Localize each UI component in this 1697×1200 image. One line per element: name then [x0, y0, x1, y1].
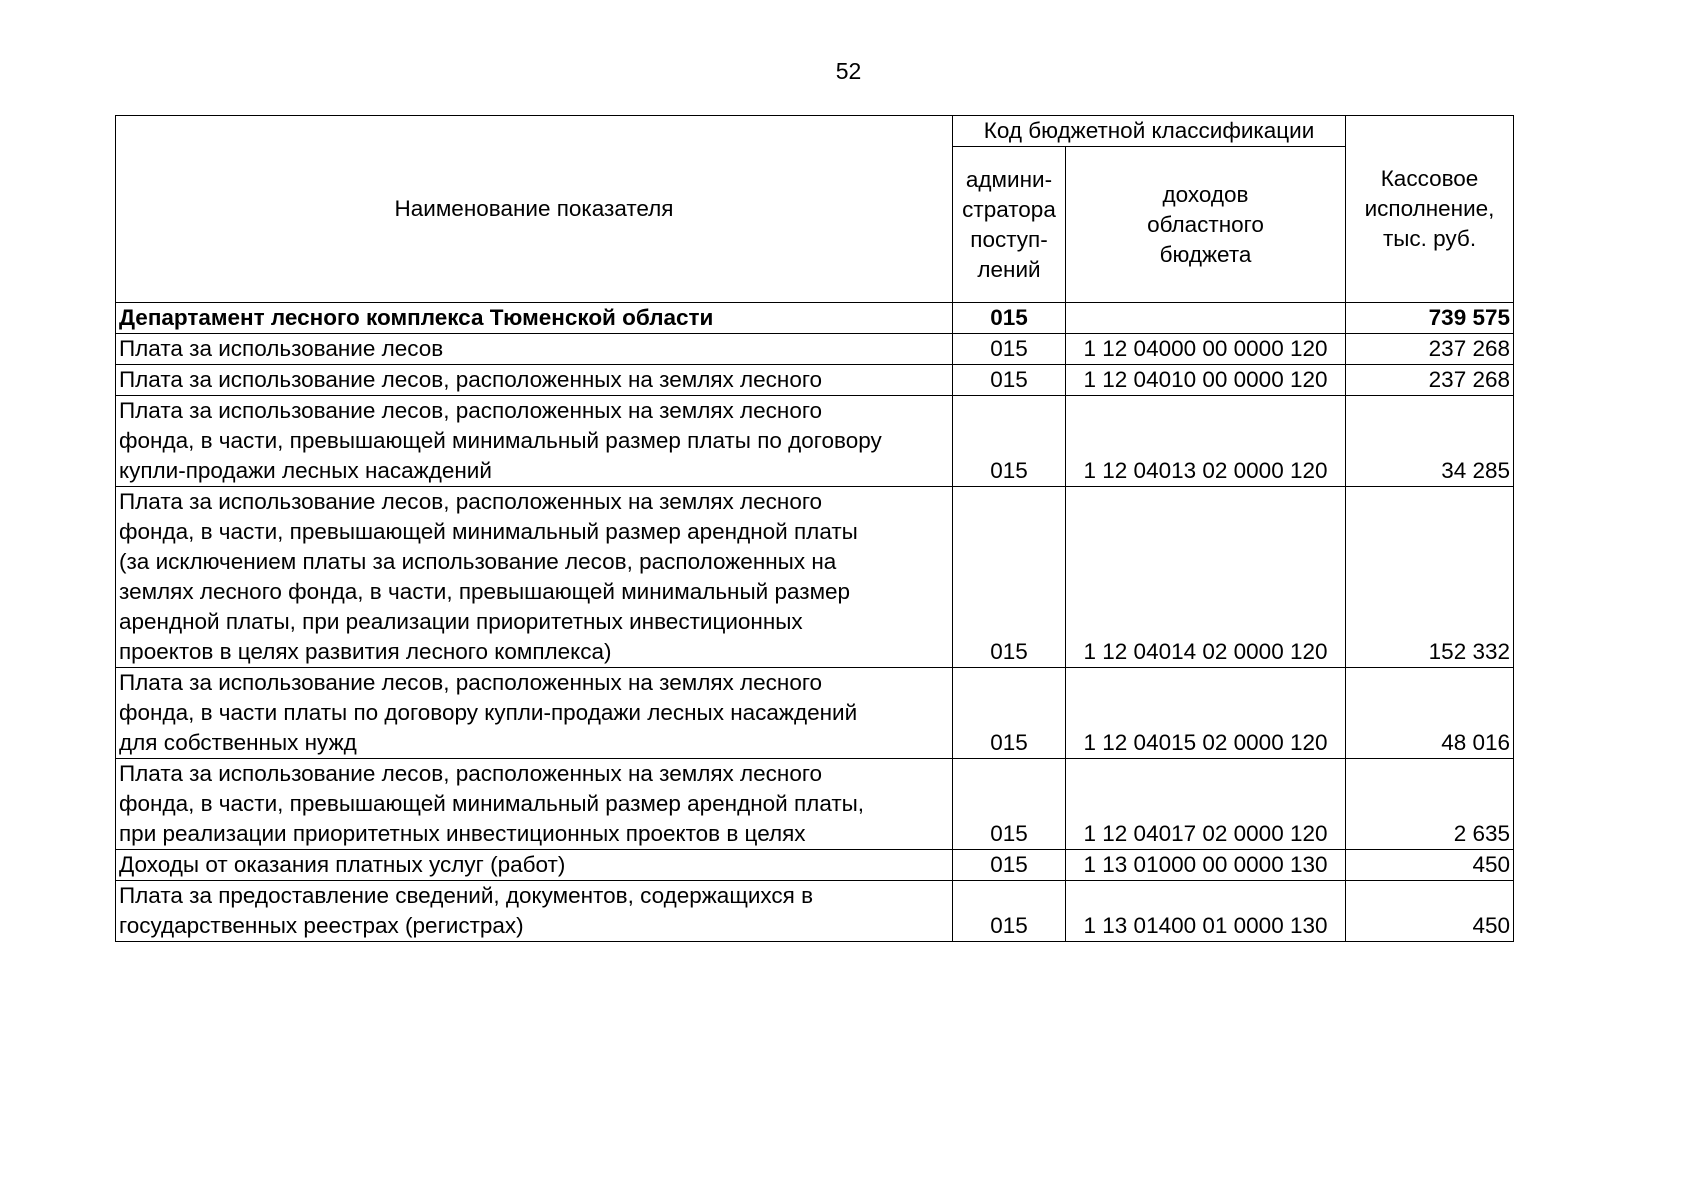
- table-row: [116, 303, 1514, 334]
- row-name-cell: Департамент лесного комплекса Тюменской области: [116, 303, 953, 334]
- header-income-code: доходов областного бюджета: [1066, 147, 1346, 303]
- row-income-code-cell: 1 12 04013 02 0000 120: [1066, 396, 1346, 487]
- row-name-cell: Доходы от оказания платных услуг (работ): [116, 850, 953, 881]
- header-administrator: админи- стратора поступ- лений: [953, 147, 1066, 303]
- header-cash-execution: Кассовое исполнение, тыс. руб.: [1346, 116, 1514, 303]
- row-income-code-cell: 1 12 04014 02 0000 120: [1066, 487, 1346, 668]
- row-income-code-cell: 1 12 04015 02 0000 120: [1066, 668, 1346, 759]
- header-indicator-name: Наименование показателя: [116, 116, 953, 303]
- row-income-code-cell: 1 12 04010 00 0000 120: [1066, 365, 1346, 396]
- row-income-code-cell: [1066, 303, 1346, 334]
- row-admin-code-cell: 015: [953, 759, 1066, 850]
- row-name-cell: Плата за использование лесов, расположенных на землях лесного фонда, в части платы по договору купли-продажи лесных насаждений для собственных нужд: [116, 668, 953, 759]
- table-row: [116, 334, 1514, 365]
- row-sum-cell: 152 332: [1346, 487, 1514, 668]
- row-sum-cell: 237 268: [1346, 334, 1514, 365]
- row-income-code-cell: 1 12 04017 02 0000 120: [1066, 759, 1346, 850]
- row-income-code-cell: 1 12 04000 00 0000 120: [1066, 334, 1346, 365]
- row-income-code-cell: 1 13 01000 00 0000 130: [1066, 850, 1346, 881]
- row-name-cell: Плата за использование лесов, расположенных на землях лесного: [116, 365, 953, 396]
- row-admin-code-cell: 015: [953, 850, 1066, 881]
- budget-table: [115, 115, 1514, 942]
- table-row: [116, 668, 1514, 759]
- row-admin-code-cell: 015: [953, 303, 1066, 334]
- row-sum-cell: 2 635: [1346, 759, 1514, 850]
- table-row: [116, 850, 1514, 881]
- table-body: [116, 303, 1514, 942]
- row-name-cell: Плата за использование лесов: [116, 334, 953, 365]
- table-row: [116, 759, 1514, 850]
- row-sum-cell: 237 268: [1346, 365, 1514, 396]
- row-name-cell: Плата за использование лесов, расположенных на землях лесного фонда, в части, превышающей минимальный размер платы по договору купли-продажи лесных насаждений: [116, 396, 953, 487]
- page-number: 52: [835, 58, 862, 84]
- table-row: [116, 365, 1514, 396]
- table-row: [116, 396, 1514, 487]
- row-sum-cell: 34 285: [1346, 396, 1514, 487]
- row-admin-code-cell: 015: [953, 487, 1066, 668]
- row-name-cell: Плата за предоставление сведений, документов, содержащихся в государственных реестрах (регистрах): [116, 881, 953, 942]
- table-row: [116, 487, 1514, 668]
- row-admin-code-cell: 015: [953, 881, 1066, 942]
- row-admin-code-cell: 015: [953, 365, 1066, 396]
- row-sum-cell: 739 575: [1346, 303, 1514, 334]
- header-classification-code: Код бюджетной классификации: [953, 116, 1346, 147]
- row-sum-cell: 48 016: [1346, 668, 1514, 759]
- row-sum-cell: 450: [1346, 850, 1514, 881]
- row-name-cell: Плата за использование лесов, расположенных на землях лесного фонда, в части, превышающей минимальный размер арендной платы, при реализации приоритетных инвестиционных проектов в целях: [116, 759, 953, 850]
- table-row: [116, 881, 1514, 942]
- row-name-cell: Плата за использование лесов, расположенных на землях лесного фонда, в части, превышающей минимальный размер арендной платы (за исключением платы за использование лесов, расположенных на землях лесного фонда, в части, превышающей минимальный размер арендной платы, при реализации приоритетных инвестиционных проектов в целях развития лесного комплекса): [116, 487, 953, 668]
- row-admin-code-cell: 015: [953, 334, 1066, 365]
- row-income-code-cell: 1 13 01400 01 0000 130: [1066, 881, 1346, 942]
- row-sum-cell: 450: [1346, 881, 1514, 942]
- row-admin-code-cell: 015: [953, 396, 1066, 487]
- row-admin-code-cell: 015: [953, 668, 1066, 759]
